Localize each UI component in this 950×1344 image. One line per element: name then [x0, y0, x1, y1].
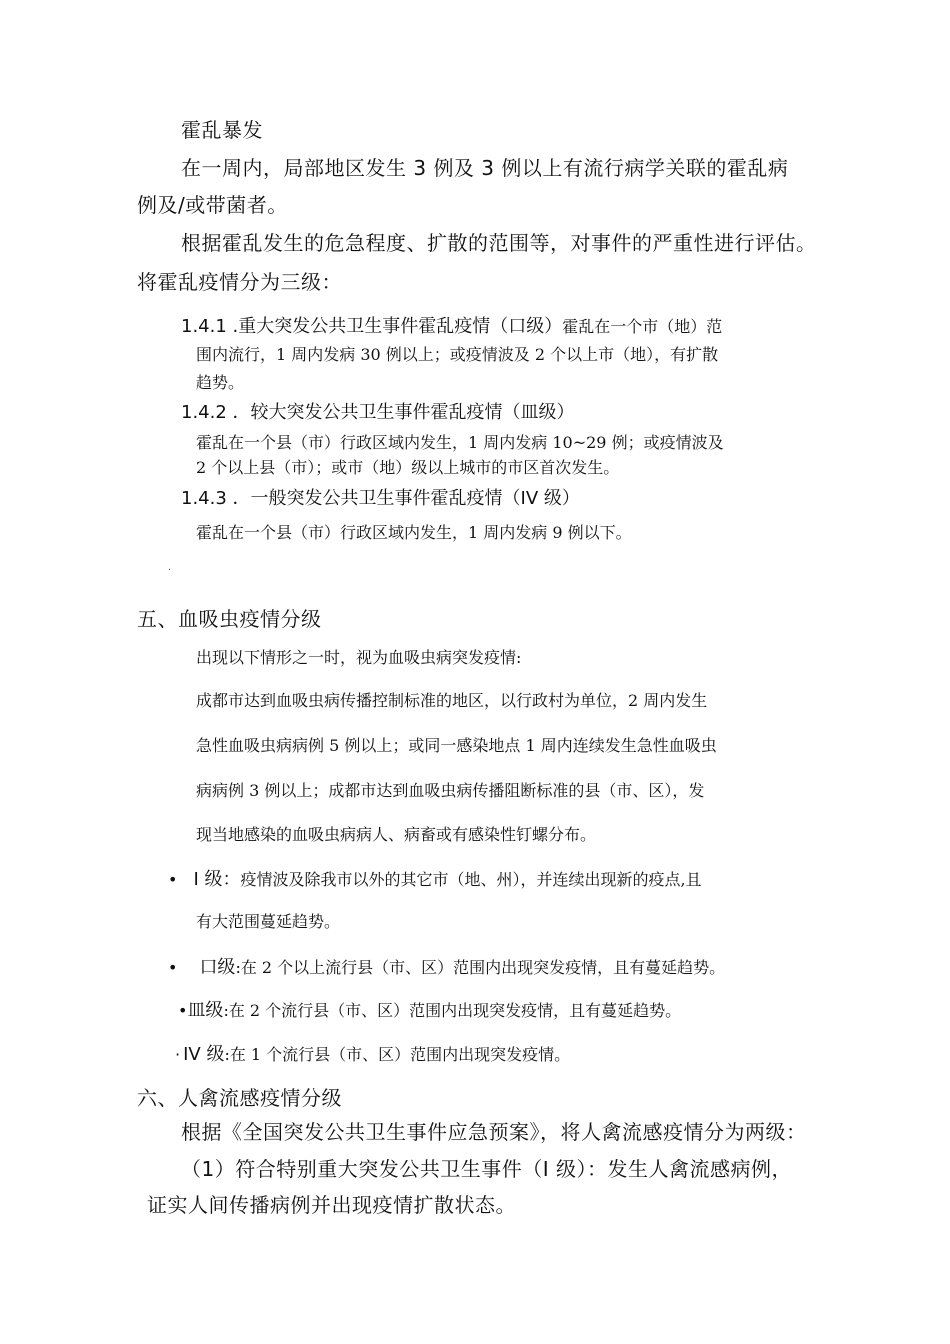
- cholera-definition-line: 在一周内，局部地区发生 3 例及 3 例以上有流行病学关联的霍乱病: [181, 156, 789, 180]
- schisto-paragraph-line: 病病例 3 例以上；成都市达到血吸虫病传播阻断标准的县（市、区），发: [196, 781, 705, 800]
- cholera-level-1-4-1: [181, 312, 722, 338]
- bullet-label: I 级：: [193, 869, 241, 890]
- section-heading-avian-influenza: 六、人禽流感疫情分级: [137, 1086, 342, 1110]
- bullet-text: :在 1 个流行县（市、区）范围内出现突发疫情。: [224, 1045, 571, 1064]
- bullet-marker: ·: [175, 1045, 181, 1064]
- schisto-bullet-level-1: [168, 865, 702, 891]
- cholera-level-1-4-3-heading: 1.4.3 ．一般突发公共卫生事件霍乱疫情（IV 级）: [181, 488, 580, 509]
- stray-dot: .: [168, 562, 172, 573]
- flu-paragraph-line: 根据《全国突发公共卫生事件应急预案》，将人禽流感疫情分为两级：: [181, 1120, 807, 1144]
- level-text: 霍乱在一个市（地）范: [562, 317, 723, 336]
- cholera-level-text-line: 霍乱在一个县（市）行政区域内发生，1 周内发病 10~29 例；或疫情波及: [196, 433, 724, 452]
- cholera-level-text-line: 霍乱在一个县（市）行政区域内发生，1 周内发病 9 例以下。: [196, 523, 632, 542]
- schisto-bullet-level-2: [168, 953, 725, 979]
- bullet-text: :在 2 个以上流行县（市、区）范围内出现突发疫情，且有蔓延趋势。: [235, 958, 726, 977]
- bullet-marker: •: [168, 958, 178, 977]
- bullet-marker: •: [178, 1001, 188, 1020]
- bullet-marker: •: [168, 870, 178, 889]
- bullet-label: IV 级: [183, 1044, 225, 1065]
- bullet-text: :在 2 个流行县（市、区）范围内出现突发疫情，且有蔓延趋势。: [223, 1001, 682, 1020]
- cholera-evaluation-line: 根据霍乱发生的危急程度、扩散的范围等，对事件的严重性进行评估。: [181, 231, 817, 255]
- bullet-label: 口级: [199, 957, 236, 978]
- cholera-level-text-line: 趋势。: [196, 373, 245, 392]
- schisto-bullet-text-line: 有大范围蔓延趋势。: [196, 912, 341, 931]
- cholera-level-text-line: 围内流行，1 周内发病 30 例以上；或疫情波及 2 个以上市（地），有扩散: [196, 345, 719, 364]
- cholera-level-text-line: 2 个以上县（市）；或市（地）级以上城市的市区首次发生。: [196, 458, 620, 477]
- bullet-label: 皿级: [187, 1000, 224, 1021]
- schisto-intro: 出现以下情形之一时，视为血吸虫病突发疫情:: [196, 648, 522, 667]
- schisto-bullet-level-4: [175, 1040, 570, 1066]
- cholera-title: 霍乱暴发: [181, 118, 263, 142]
- flu-paragraph-line: 证实人间传播病例并出现疫情扩散状态。: [147, 1193, 516, 1217]
- schisto-paragraph-line: 现当地感染的血吸虫病病人、病畜或有感染性钉螺分布。: [196, 825, 597, 844]
- cholera-evaluation-line: 将霍乱疫情分为三级：: [137, 270, 342, 294]
- flu-paragraph-line: （1）符合特别重大突发公共卫生事件（I 级）：发生人禽流感病例，: [181, 1157, 792, 1181]
- bullet-text: 疫情波及除我市以外的其它市（地、州），并连续出现新的疫点,且: [240, 870, 702, 889]
- cholera-definition-line: 例及/或带菌者。: [137, 193, 288, 217]
- level-heading: 1.4.1 .重大突发公共卫生事件霍乱疫情（口级）: [181, 316, 563, 337]
- section-heading-schistosomiasis: 五、血吸虫疫情分级: [137, 607, 322, 631]
- cholera-level-1-4-2-heading: 1.4.2 ．较大突发公共卫生事件霍乱疫情（皿级）: [181, 402, 575, 423]
- schisto-paragraph-line: 急性血吸虫病病例 5 例以上；或同一感染地点 1 周内连续发生急性血吸虫: [196, 736, 717, 755]
- schisto-bullet-level-3: [178, 996, 681, 1022]
- schisto-paragraph-line: 成都市达到血吸虫病传播控制标准的地区，以行政村为单位，2 周内发生: [196, 691, 708, 710]
